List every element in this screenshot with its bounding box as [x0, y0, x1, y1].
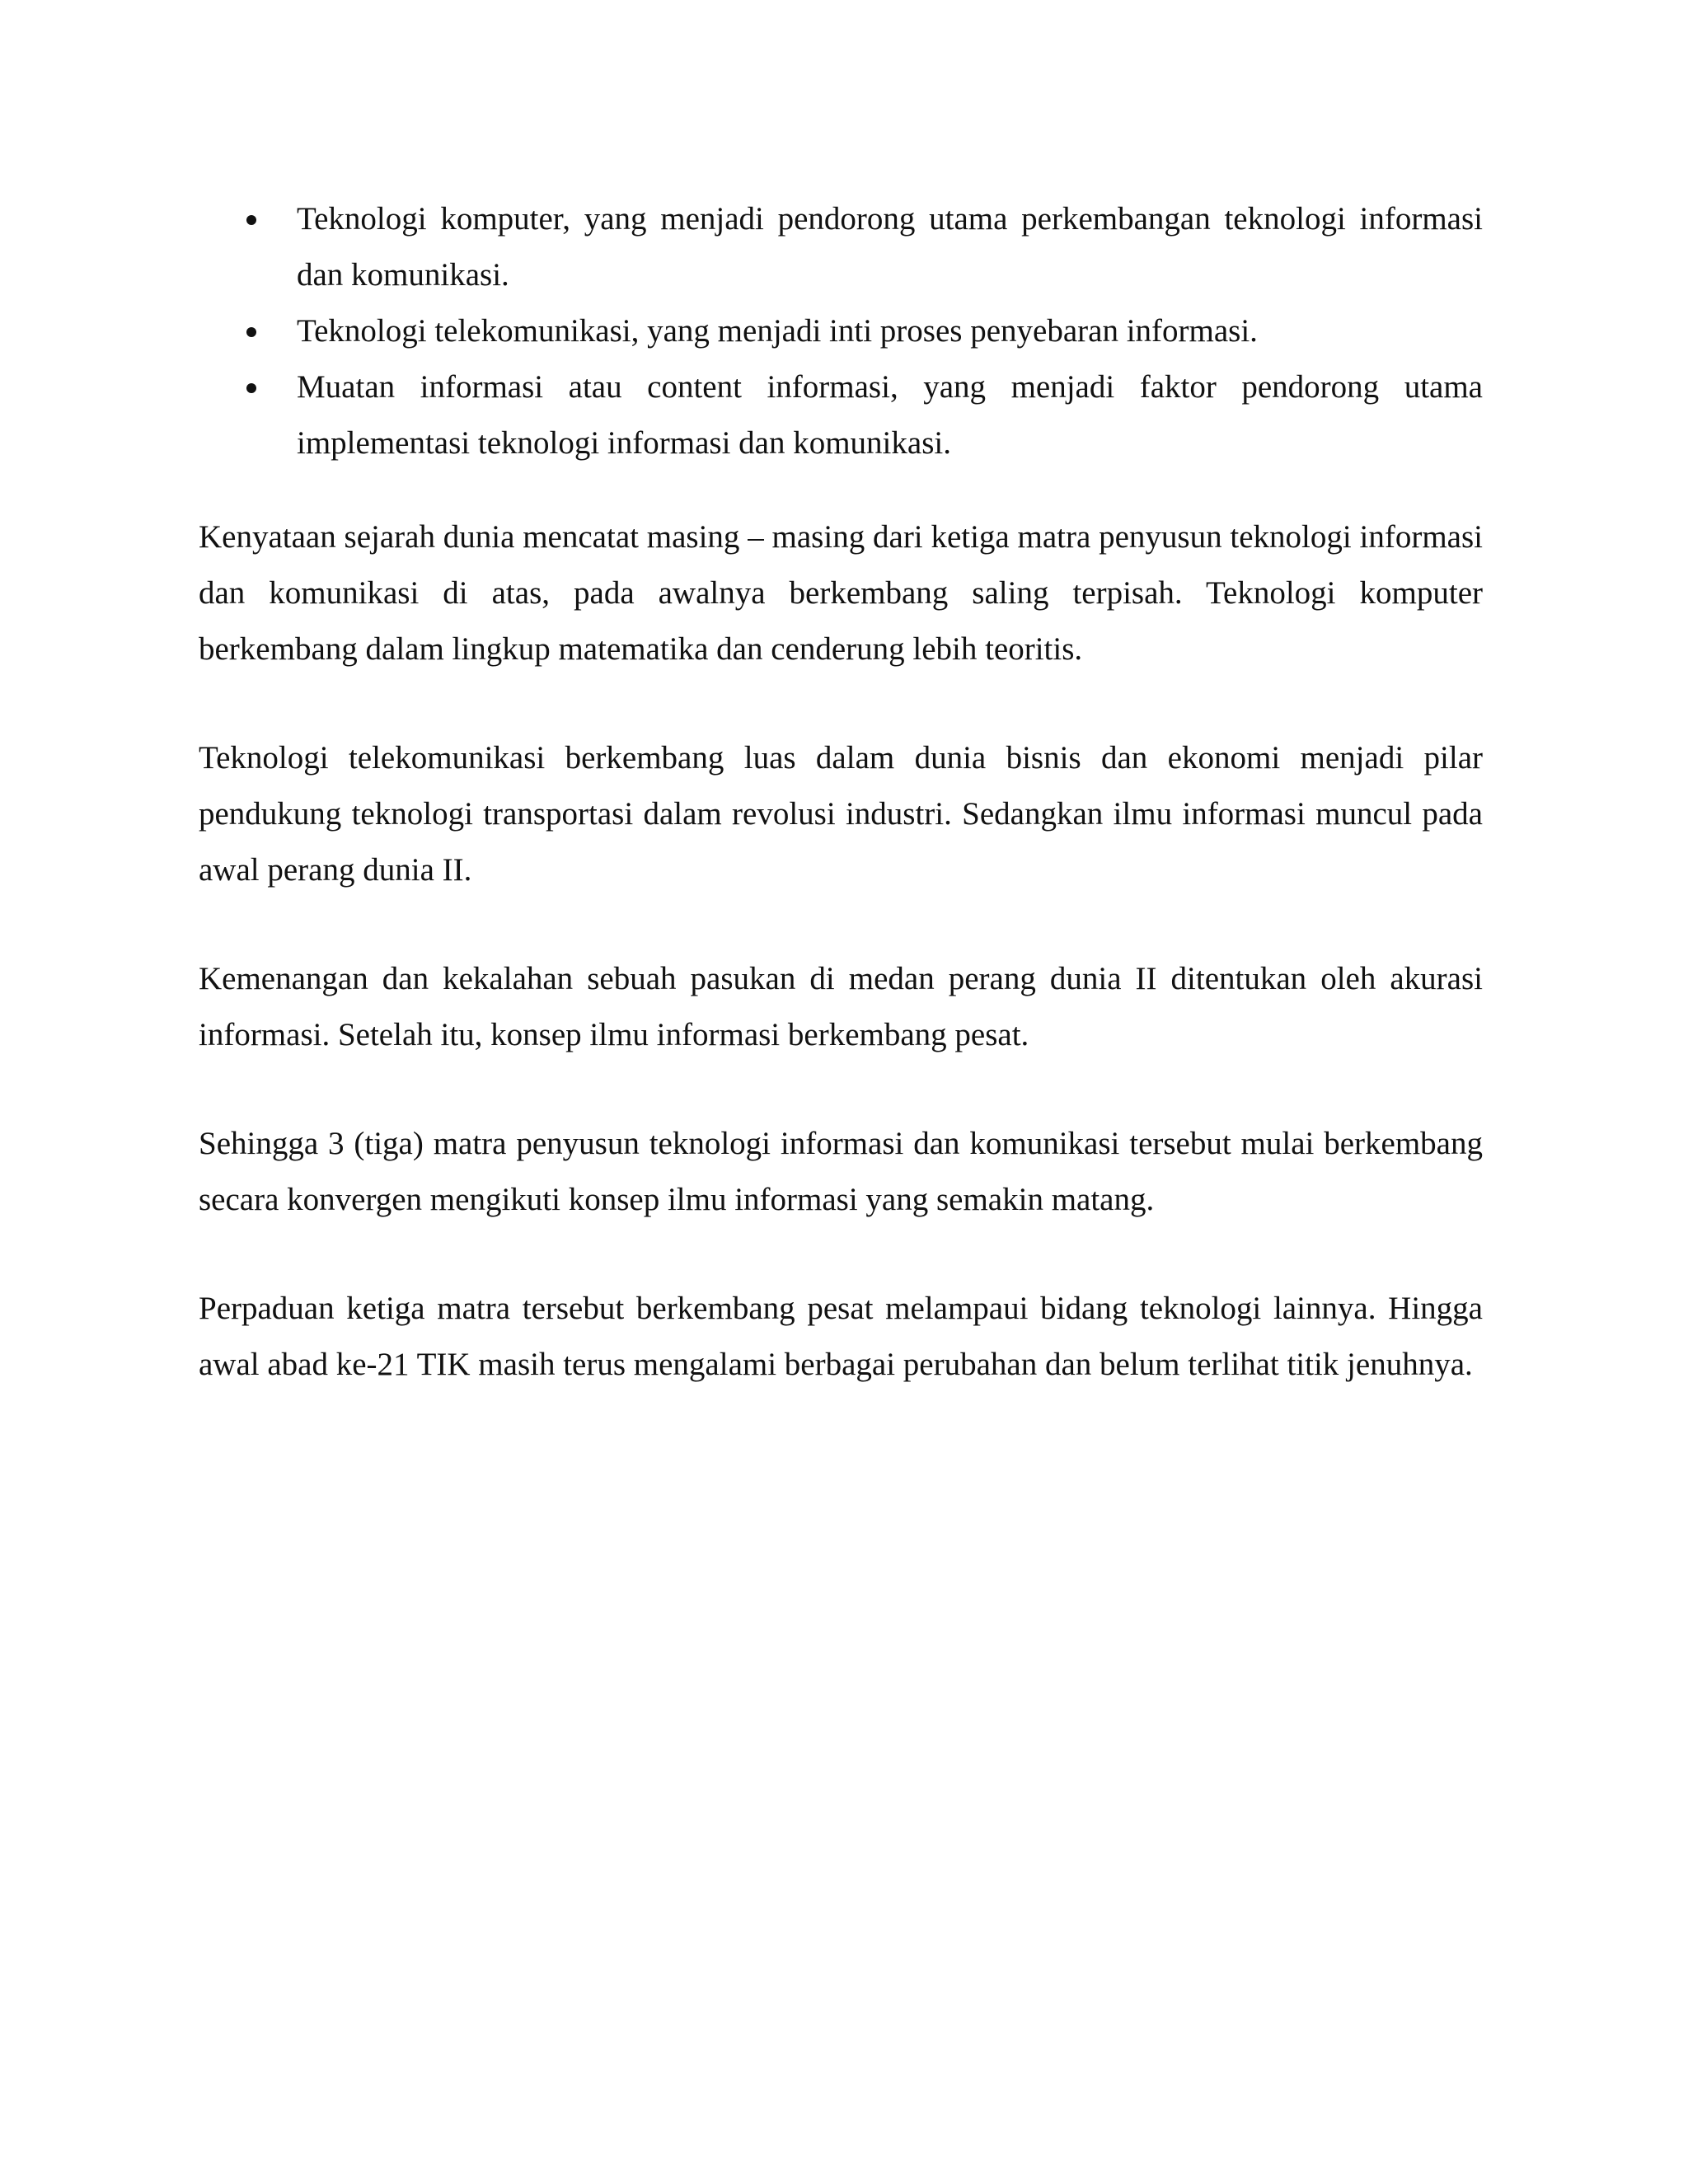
paragraph: Kenyataan sejarah dunia mencatat masing – masing dari ketiga matra penyusun teknologi informasi dan komunikasi di atas, pada awalnya berkembang saling terpisah. Teknologi komputer berkembang dalam lingkup matematika dan cenderung lebih teoritis. — [199, 519, 1483, 667]
list-item-text: Teknologi komputer, yang menjadi pendorong utama perkembangan teknologi informasi dan komunikasi. — [297, 201, 1483, 293]
bullet-icon — [246, 215, 256, 225]
paragraph: Sehingga 3 (tiga) matra penyusun teknologi informasi dan komunikasi tersebut mulai berkembang secara konvergen mengikuti konsep ilmu informasi yang semakin matang. — [199, 1126, 1483, 1217]
paragraph: Perpaduan ketiga matra tersebut berkembang pesat melampaui bidang teknologi lainnya. Hingga awal abad ke-21 TIK masih terus mengalami berbagai perubahan dan belum terlihat titik jenuhnya. — [199, 1291, 1483, 1382]
bullet-icon — [246, 383, 256, 393]
bullet-icon — [246, 327, 256, 337]
list-item — [199, 359, 1483, 471]
bullet-list — [199, 191, 1483, 471]
list-item — [199, 191, 1483, 303]
list-item-text: Muatan informasi atau content informasi, yang menjadi faktor pendorong utama implementasi teknologi informasi dan komunikasi. — [297, 369, 1483, 461]
paragraph: Teknologi telekomunikasi berkembang luas dalam dunia bisnis dan ekonomi menjadi pilar pendukung teknologi transportasi dalam revolusi industri. Sedangkan ilmu informasi muncul pada awal perang dunia II. — [199, 740, 1483, 888]
list-item-text: Teknologi telekomunikasi, yang menjadi inti proses penyebaran informasi. — [297, 313, 1258, 349]
paragraph: Kemenangan dan kekalahan sebuah pasukan di medan perang dunia II ditentukan oleh akurasi informasi. Setelah itu, konsep ilmu informasi berkembang pesat. — [199, 961, 1483, 1052]
document-body — [199, 191, 1483, 1446]
list-item — [199, 303, 1483, 359]
